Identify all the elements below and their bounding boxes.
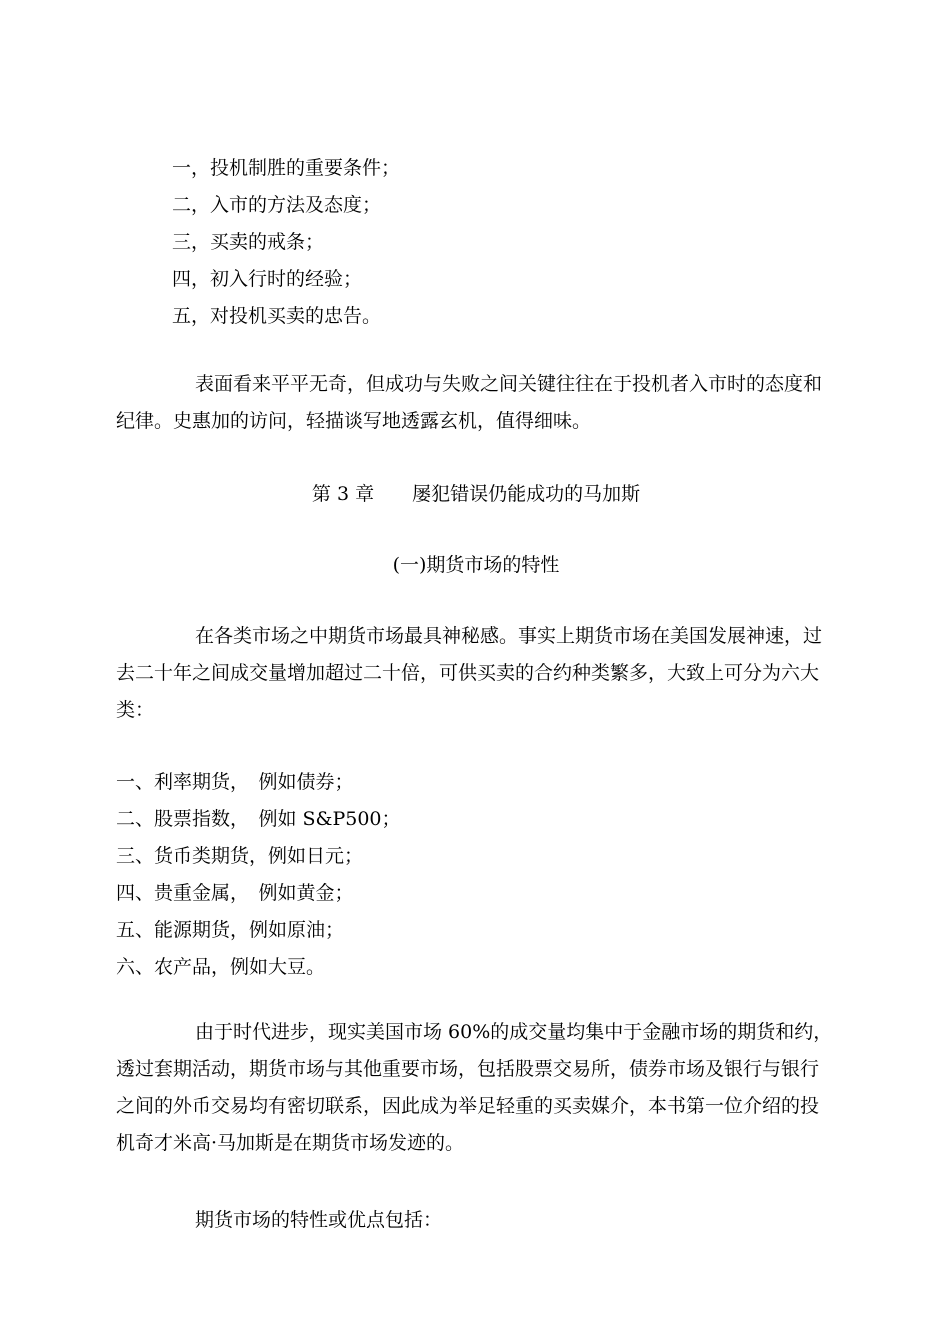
paragraph: 期货市场的特性或优点包括： [195, 1209, 443, 1231]
list-item: 四，初入行时的经验； [172, 268, 363, 290]
list-item: 五，对投机买卖的忠告。 [172, 305, 382, 327]
list-item: 二、股票指数， 例如 S&P500； [116, 808, 401, 830]
list-item: 五、能源期货，例如原油； [116, 919, 345, 941]
list-item: 一，投机制胜的重要条件； [172, 157, 401, 179]
list-item: 四、贵重金属， 例如黄金； [116, 882, 354, 904]
intro-list [172, 150, 892, 335]
chapter-heading: 第 3 章 屡犯错误仍能成功的马加斯 [311, 483, 641, 505]
list-item: 二，入市的方法及态度； [172, 194, 382, 216]
paragraph: 在各类市场之中期货市场最具神秘感。事实上期货市场在美国发展神速，过去二十年之间成交量增加超过二十倍，可供买卖的合约种类繁多，大致上可分为六大类： [116, 625, 823, 721]
list-item: 六、农产品，例如大豆。 [116, 956, 326, 978]
list-item: 一、利率期货， 例如债券； [116, 771, 354, 793]
list-item: 三，买卖的戒条； [172, 231, 325, 253]
list-item: 三、货币类期货，例如日元； [116, 845, 364, 867]
category-list [116, 764, 836, 986]
paragraph: 由于时代进步，现实美国市场 60%的成交量均集中于金融市场的期货和约，透过套期活动，期货市场与其他重要市场，包括股票交易所，债券市场及银行与银行之间的外币交易均有密切联系，因此成为举足轻重的买卖媒介，本书第一位介绍的投机奇才米高·马加斯是在期货市场发迹的。 [116, 1021, 833, 1154]
section-heading: (一)期货市场的特性 [392, 554, 560, 576]
paragraph: 表面看来平平无奇，但成功与失败之间关键往往在于投机者入市时的态度和纪律。史惠加的访问，轻描谈写地透露玄机，值得细味。 [116, 373, 823, 432]
